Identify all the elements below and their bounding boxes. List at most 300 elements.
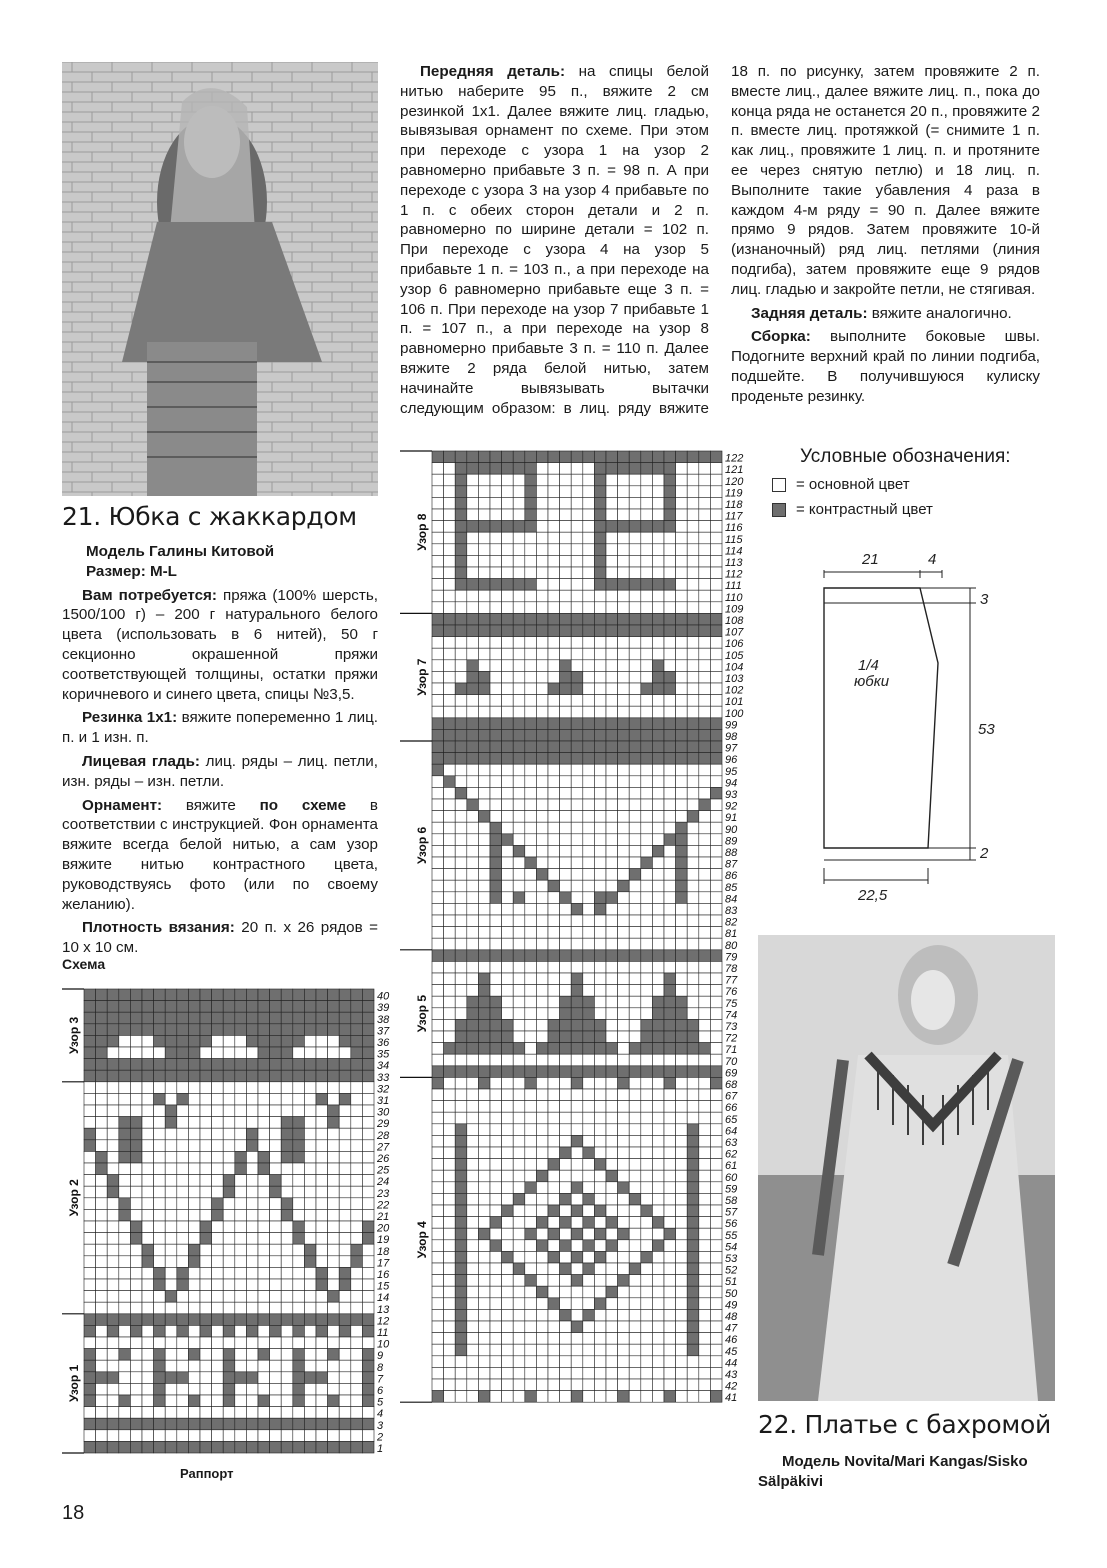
contrast-stitch [560,1193,572,1205]
main-stitch [328,1233,340,1245]
main-stitch [710,764,722,776]
contrast-stitch [594,1298,606,1310]
main-stitch [560,590,572,602]
main-stitch [618,996,630,1008]
contrast-stitch [490,741,502,753]
main-stitch [594,845,606,857]
main-stitch [571,811,583,823]
main-stitch [710,1333,722,1345]
main-stitch [606,1054,618,1066]
contrast-stitch [339,1024,351,1036]
main-stitch [432,1217,444,1229]
contrast-stitch [536,741,548,753]
main-stitch [687,845,699,857]
main-stitch [270,1163,282,1175]
main-stitch [165,1337,177,1349]
main-stitch [618,1286,630,1298]
contrast-stitch [467,741,479,753]
main-stitch [478,1356,490,1368]
main-stitch [629,787,641,799]
contrast-stitch [641,625,653,637]
main-stitch [96,1407,108,1419]
main-stitch [536,764,548,776]
main-stitch [606,996,618,1008]
main-stitch [432,927,444,939]
contrast-stitch [316,1372,328,1384]
main-stitch [235,1430,247,1442]
row-number: 4 [377,1408,384,1421]
main-stitch [432,996,444,1008]
main-stitch [316,1383,328,1395]
contrast-stitch [362,1360,374,1372]
main-stitch [444,497,456,509]
main-stitch [548,822,560,834]
contrast-stitch [467,579,479,591]
main-stitch [130,1175,142,1187]
main-stitch [270,1372,282,1384]
main-stitch [119,1221,131,1233]
main-stitch [676,938,688,950]
main-stitch [629,892,641,904]
main-stitch [571,869,583,881]
contrast-stitch [478,625,490,637]
main-stitch [548,1379,560,1391]
main-stitch [710,555,722,567]
contrast-stitch [699,613,711,625]
main-stitch [432,985,444,997]
contrast-stitch [362,1047,374,1059]
main-stitch [270,1349,282,1361]
main-stitch [444,973,456,985]
main-stitch [304,1291,316,1303]
main-stitch [432,579,444,591]
contrast-stitch [583,741,595,753]
main-stitch [270,1256,282,1268]
contrast-stitch [478,579,490,591]
contrast-stitch [246,1128,258,1140]
main-stitch [548,996,560,1008]
contrast-stitch [293,1024,305,1036]
main-stitch [594,1124,606,1136]
contrast-stitch [548,1066,560,1078]
main-stitch [594,1367,606,1379]
chart2-grid [400,449,765,1424]
contrast-stitch [687,1066,699,1078]
main-stitch [583,892,595,904]
main-stitch [560,497,572,509]
main-stitch [548,915,560,927]
contrast-stitch [84,1001,96,1013]
main-stitch [618,1333,630,1345]
contrast-stitch [629,1066,641,1078]
main-stitch [571,590,583,602]
main-stitch [107,1291,119,1303]
main-stitch [119,1047,131,1059]
contrast-stitch [536,1217,548,1229]
row-number: 67 [725,1090,738,1103]
main-stitch [200,1175,212,1187]
main-stitch [560,1286,572,1298]
contrast-stitch [455,509,467,521]
main-stitch [513,1112,525,1124]
main-stitch [606,903,618,915]
contrast-stitch [235,989,247,1001]
contrast-stitch [502,1019,514,1031]
main-stitch [293,1407,305,1419]
contrast-stitch [258,1151,270,1163]
contrast-stitch [142,1001,154,1013]
contrast-stitch [548,1031,560,1043]
contrast-stitch [177,1279,189,1291]
row-number: 78 [725,963,738,975]
main-stitch [676,579,688,591]
main-stitch [594,799,606,811]
contrast-stitch [467,625,479,637]
contrast-stitch [664,1031,676,1043]
contrast-stitch [293,1325,305,1337]
main-stitch [235,1325,247,1337]
main-stitch [107,1082,119,1094]
contrast-stitch [606,463,618,475]
main-stitch [560,1344,572,1356]
contrast-stitch [328,1441,340,1453]
main-stitch [362,1128,374,1140]
main-stitch [154,1186,166,1198]
main-stitch [652,567,664,579]
main-stitch [525,1193,537,1205]
contrast-stitch [490,869,502,881]
main-stitch [432,602,444,614]
contrast-stitch [664,985,676,997]
main-stitch [687,857,699,869]
main-stitch [525,1286,537,1298]
row-number: 29 [377,1118,390,1131]
main-stitch [618,474,630,486]
main-stitch [304,1337,316,1349]
main-stitch [571,1298,583,1310]
main-stitch [560,1101,572,1113]
main-stitch [467,590,479,602]
contrast-stitch [246,1059,258,1071]
contrast-stitch [699,950,711,962]
contrast-stitch [270,1441,282,1453]
contrast-stitch [304,1418,316,1430]
main-stitch [583,555,595,567]
main-stitch [664,1298,676,1310]
row-number: 26 [377,1153,390,1165]
main-stitch [676,903,688,915]
main-stitch [351,1163,363,1175]
main-stitch [687,1379,699,1391]
main-stitch [432,1101,444,1113]
main-stitch [490,927,502,939]
main-stitch [432,1008,444,1020]
main-stitch [710,1286,722,1298]
contrast-stitch [594,1066,606,1078]
main-stitch [490,509,502,521]
main-stitch [664,648,676,660]
main-stitch [571,706,583,718]
main-stitch [699,857,711,869]
main-stitch [606,834,618,846]
contrast-stitch [606,741,618,753]
row-number: 23 [377,1187,390,1200]
main-stitch [177,1175,189,1187]
main-stitch [641,961,653,973]
main-stitch [583,1251,595,1263]
contrast-stitch [513,1193,525,1205]
main-stitch [676,961,688,973]
contrast-stitch [478,973,490,985]
main-stitch [606,1089,618,1101]
main-stitch [710,509,722,521]
contrast-stitch [664,729,676,741]
legend-title: Условные обозначения: [800,446,1011,467]
main-stitch [293,1302,305,1314]
main-stitch [525,915,537,927]
main-stitch [560,567,572,579]
contrast-stitch [676,729,688,741]
contrast-stitch [641,1066,653,1078]
contrast-stitch [432,1066,444,1078]
main-stitch [165,1349,177,1361]
main-stitch [699,1391,711,1403]
main-stitch [212,1047,224,1059]
contrast-stitch [455,1182,467,1194]
main-stitch [710,1170,722,1182]
main-stitch [154,1175,166,1187]
contrast-stitch [316,1314,328,1326]
main-stitch [594,857,606,869]
contrast-stitch [641,463,653,475]
contrast-stitch [490,822,502,834]
contrast-stitch [536,1240,548,1252]
main-stitch [432,474,444,486]
contrast-stitch [513,625,525,637]
main-stitch [618,1379,630,1391]
main-stitch [699,1379,711,1391]
main-stitch [165,1407,177,1419]
main-stitch [710,996,722,1008]
contrast-stitch [687,1333,699,1345]
contrast-stitch [710,753,722,765]
main-stitch [594,1089,606,1101]
contrast-stitch [339,1441,351,1453]
main-stitch [119,1093,131,1105]
main-stitch [710,1135,722,1147]
main-stitch [606,1367,618,1379]
main-stitch [142,1221,154,1233]
contrast-stitch [571,1251,583,1263]
contrast-stitch [119,1070,131,1082]
main-stitch [676,695,688,707]
main-stitch [258,1140,270,1152]
main-stitch [571,1333,583,1345]
main-stitch [467,648,479,660]
main-stitch [548,660,560,672]
main-stitch [316,1151,328,1163]
main-stitch [525,1089,537,1101]
main-stitch [710,1298,722,1310]
main-stitch [96,1175,108,1187]
row-number: 37 [377,1025,390,1038]
main-stitch [328,1035,340,1047]
main-stitch [490,1112,502,1124]
row-number: 35 [377,1048,390,1061]
main-stitch [490,1124,502,1136]
main-stitch [652,985,664,997]
main-stitch [444,648,456,660]
main-stitch [142,1163,154,1175]
main-stitch [536,1275,548,1287]
contrast-stitch [177,1070,189,1082]
contrast-stitch [676,1043,688,1055]
main-stitch [664,903,676,915]
contrast-stitch [571,973,583,985]
main-stitch [710,706,722,718]
row-number: 9 [377,1350,384,1363]
row-number: 20 [377,1222,390,1235]
contrast-stitch [96,1001,108,1013]
main-stitch [699,1054,711,1066]
main-stitch [664,938,676,950]
main-stitch [687,1356,699,1368]
main-stitch [478,1379,490,1391]
main-stitch [281,1267,293,1279]
main-stitch [304,1267,316,1279]
contrast-stitch [339,1035,351,1047]
main-stitch [629,544,641,556]
main-stitch [583,1333,595,1345]
contrast-stitch [246,989,258,1001]
main-stitch [444,1135,456,1147]
main-stitch [316,1047,328,1059]
main-stitch [154,1198,166,1210]
main-stitch [444,1286,456,1298]
contrast-stitch [699,625,711,637]
contrast-stitch [107,1314,119,1326]
contrast-stitch [165,1059,177,1071]
contrast-stitch [699,1043,711,1055]
contrast-stitch [281,1418,293,1430]
contrast-stitch [444,776,456,788]
contrast-stitch [571,1077,583,1089]
main-stitch [339,1372,351,1384]
main-stitch [270,1291,282,1303]
main-stitch [293,1244,305,1256]
main-stitch [281,1302,293,1314]
main-stitch [710,973,722,985]
main-stitch [84,1233,96,1245]
main-stitch [629,567,641,579]
main-stitch [548,463,560,475]
contrast-stitch [676,1031,688,1043]
main-stitch [223,1279,235,1291]
contrast-stitch [490,613,502,625]
contrast-stitch [490,521,502,533]
main-stitch [490,1193,502,1205]
main-stitch [316,1175,328,1187]
main-stitch [246,1105,258,1117]
main-stitch [258,1128,270,1140]
contrast-stitch [525,497,537,509]
main-stitch [188,1430,200,1442]
main-stitch [548,579,560,591]
contrast-stitch [490,950,502,962]
main-stitch [618,683,630,695]
main-stitch [467,1217,479,1229]
main-stitch [710,822,722,834]
row-number: 60 [725,1171,738,1184]
main-stitch [687,1077,699,1089]
main-stitch [455,961,467,973]
main-stitch [444,915,456,927]
main-stitch [629,799,641,811]
main-stitch [629,880,641,892]
contrast-stitch [142,989,154,1001]
main-stitch [432,1019,444,1031]
contrast-stitch [455,625,467,637]
contrast-stitch [270,1012,282,1024]
main-stitch [676,1159,688,1171]
contrast-stitch [594,903,606,915]
row-number: 81 [725,928,738,941]
contrast-stitch [606,718,618,730]
main-stitch [536,1251,548,1263]
main-stitch [304,1325,316,1337]
dress-model-photo [758,935,1055,1401]
main-stitch [560,509,572,521]
contrast-stitch [351,1035,363,1047]
main-stitch [629,1147,641,1159]
main-stitch [687,532,699,544]
contrast-stitch [664,521,676,533]
main-stitch [328,1302,340,1314]
main-stitch [258,1082,270,1094]
main-stitch [304,1430,316,1442]
main-stitch [478,1135,490,1147]
main-stitch [177,1383,189,1395]
main-stitch [223,1105,235,1117]
main-stitch [304,1233,316,1245]
main-stitch [676,532,688,544]
main-stitch [351,1221,363,1233]
main-stitch [246,1407,258,1419]
main-stitch [594,1333,606,1345]
contrast-stitch [629,521,641,533]
main-stitch [362,1093,374,1105]
contrast-stitch [142,1441,154,1453]
main-stitch [513,1251,525,1263]
contrast-stitch [652,729,664,741]
main-stitch [490,811,502,823]
contrast-stitch [513,521,525,533]
contrast-stitch [200,1418,212,1430]
contrast-stitch [444,451,456,463]
main-stitch [606,880,618,892]
main-stitch [362,1244,374,1256]
contrast-stitch [130,1059,142,1071]
main-stitch [177,1198,189,1210]
main-stitch [432,1309,444,1321]
main-stitch [560,927,572,939]
contrast-stitch [467,753,479,765]
main-stitch [246,1221,258,1233]
main-stitch [606,660,618,672]
contrast-stitch [525,729,537,741]
main-stitch [490,1228,502,1240]
main-stitch [548,474,560,486]
